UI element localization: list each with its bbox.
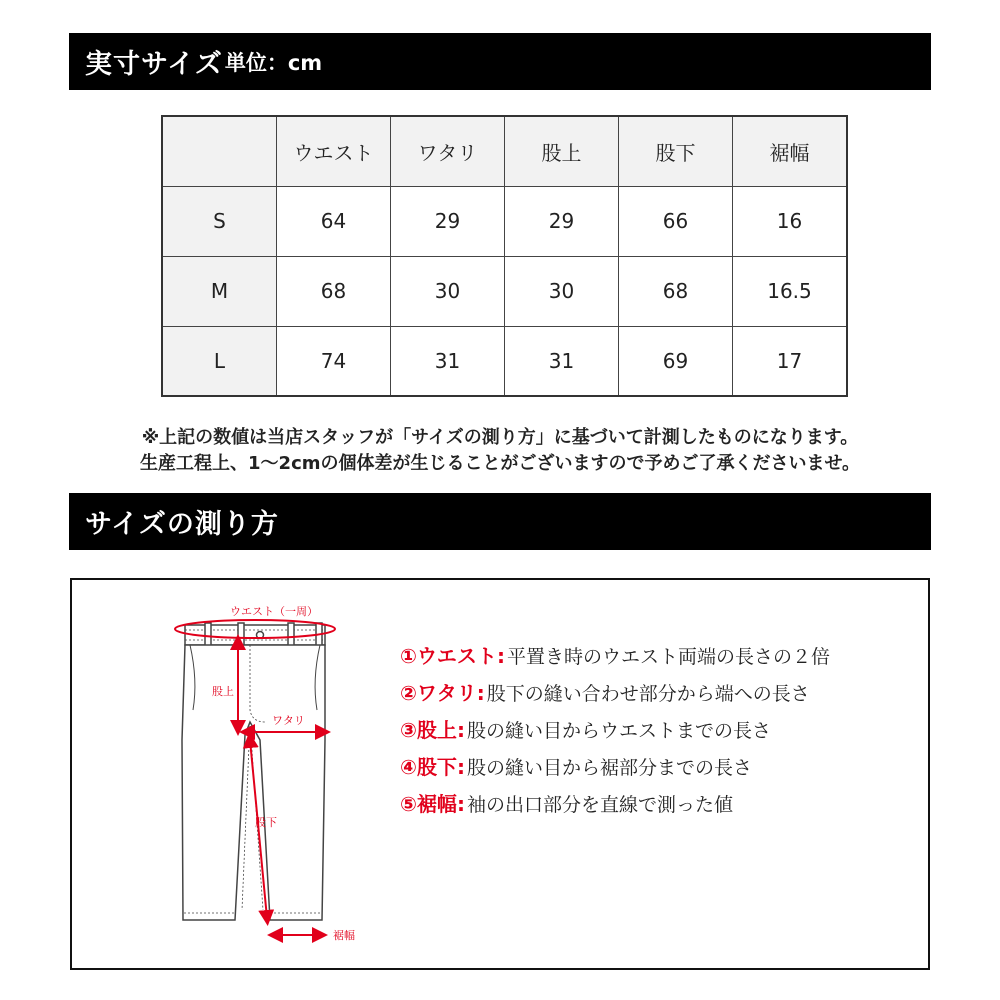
legend-colon: : xyxy=(496,644,505,668)
table-cell: 69 xyxy=(619,326,733,396)
table-cell: 66 xyxy=(619,186,733,256)
table-cell: 74 xyxy=(277,326,391,396)
unit-label: 単位：cm xyxy=(224,50,323,75)
table-header-waist: ウエスト xyxy=(277,116,391,186)
table-row xyxy=(162,326,847,396)
section-title: サイズの測り方 xyxy=(85,509,279,540)
measurement-note-line2: 生産工程上、1〜2cmの個体差が生じることがございますので予めご了承くださいませ。 xyxy=(140,453,860,474)
legend-description: 股の縫い目から裾部分までの長さ xyxy=(466,757,752,779)
label-hem: 裾幅 xyxy=(333,929,355,942)
legend-item-inseam xyxy=(400,751,830,788)
table-header-row xyxy=(162,116,847,186)
table-cell: 68 xyxy=(277,256,391,326)
table-cell: 16 xyxy=(733,186,848,256)
table-cell: 16.5 xyxy=(733,256,848,326)
legend-colon: : xyxy=(476,681,485,705)
table-row-size: M xyxy=(162,256,277,326)
legend-number: ① xyxy=(400,644,417,668)
size-table xyxy=(161,115,848,397)
table-cell: 17 xyxy=(733,326,848,396)
section-banner-how-to-measure xyxy=(69,493,931,550)
legend-item-waist xyxy=(400,640,830,677)
table-row-size: L xyxy=(162,326,277,396)
table-cell: 30 xyxy=(505,256,619,326)
legend-description: 平置き時のウエスト両端の長さの２倍 xyxy=(506,646,830,668)
legend-number: ③ xyxy=(400,718,417,742)
table-header-hem: 裾幅 xyxy=(733,116,848,186)
section-title: 実寸サイズ xyxy=(85,49,223,80)
table-header-corner xyxy=(162,116,277,186)
table-cell: 29 xyxy=(391,186,505,256)
label-thigh: ワタリ xyxy=(272,714,305,727)
table-cell: 29 xyxy=(505,186,619,256)
measurement-legend xyxy=(400,640,830,825)
legend-term: ワタリ xyxy=(416,681,477,705)
table-row xyxy=(162,256,847,326)
label-waist: ウエスト（一周） xyxy=(230,605,318,618)
legend-colon: : xyxy=(456,792,465,816)
measurement-note-line1: ※上記の数値は当店スタッフが「サイズの測り方」に基づいて計測したものになります。 xyxy=(141,427,859,448)
legend-colon: : xyxy=(456,755,465,779)
legend-item-hem xyxy=(400,788,830,825)
table-cell: 68 xyxy=(619,256,733,326)
legend-term: ウエスト xyxy=(416,644,497,668)
table-cell: 30 xyxy=(391,256,505,326)
table-header-inseam: 股下 xyxy=(619,116,733,186)
table-cell: 31 xyxy=(391,326,505,396)
legend-description: 股下の縫い合わせ部分から端への長さ xyxy=(486,683,810,705)
table-row xyxy=(162,186,847,256)
legend-item-thigh xyxy=(400,677,830,714)
legend-term: 股上 xyxy=(416,718,457,742)
legend-item-rise xyxy=(400,714,830,751)
legend-number: ④ xyxy=(400,755,417,779)
label-inseam: 股下 xyxy=(255,816,277,829)
table-cell: 64 xyxy=(277,186,391,256)
legend-term: 股下 xyxy=(416,755,457,779)
legend-number: ② xyxy=(400,681,417,705)
table-header-rise: 股上 xyxy=(505,116,619,186)
legend-description: 股の縫い目からウエストまでの長さ xyxy=(466,720,771,742)
table-header-thigh: ワタリ xyxy=(391,116,505,186)
legend-colon: : xyxy=(456,718,465,742)
legend-number: ⑤ xyxy=(400,792,417,816)
label-rise: 股上 xyxy=(212,685,234,698)
pants-diagram xyxy=(150,600,380,950)
section-banner-size xyxy=(69,33,931,90)
legend-term: 裾幅 xyxy=(416,792,457,816)
table-cell: 31 xyxy=(505,326,619,396)
legend-description: 袖の出口部分を直線で測った値 xyxy=(466,794,733,816)
table-row-size: S xyxy=(162,186,277,256)
